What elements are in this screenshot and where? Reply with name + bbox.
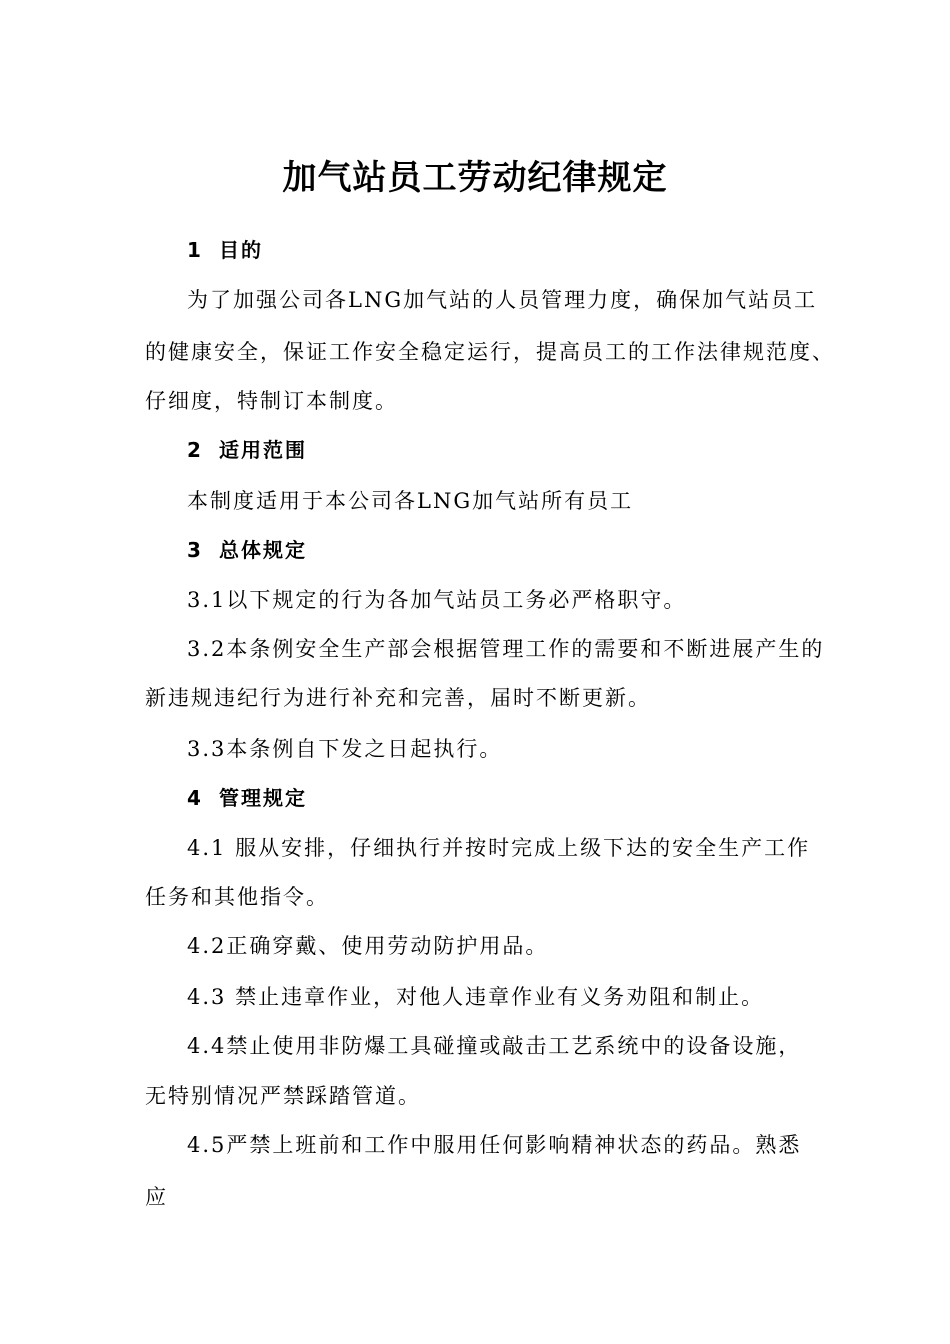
document-title: 加气站员工劳动纪律规定 [282, 158, 668, 198]
section-number: 2 [187, 438, 203, 462]
paragraph-line: 4.3 禁止违章作业，对他人违章作业有义务劝阻和制止。 [187, 985, 765, 1009]
paragraph-line: 4.4禁止使用非防爆工具碰撞或敲击工艺系统中的设备设施， [187, 1034, 802, 1058]
paragraph-line: 应 [145, 1185, 168, 1209]
paragraph-line: 3.3本条例自下发之日起执行。 [187, 737, 503, 761]
paragraph-line: 仔细度，特制订本制度。 [145, 389, 398, 413]
section-title: 目的 [219, 238, 263, 262]
section-heading-2 [187, 435, 307, 465]
paragraph-line: 4.2正确穿戴、使用劳动防护用品。 [187, 934, 549, 958]
paragraph-line: 任务和其他指令。 [145, 885, 329, 909]
section-heading-4 [187, 783, 307, 813]
section-title: 总体规定 [219, 538, 307, 562]
paragraph-line: 的健康安全，保证工作安全稳定运行，提高员工的工作法律规范度、 [145, 340, 835, 364]
paragraph-line: 新违规违纪行为进行补充和完善，届时不断更新。 [145, 686, 651, 710]
paragraph-line: 本制度适用于本公司各LNG加气站所有员工 [187, 489, 634, 513]
section-number: 3 [187, 538, 203, 562]
section-heading-1 [187, 235, 263, 265]
section-title: 适用范围 [219, 438, 307, 462]
paragraph-line: 3.2本条例安全生产部会根据管理工作的需要和不断进展产生的 [187, 637, 825, 661]
paragraph-line: 4.1 服从安排，仔细执行并按时完成上级下达的安全生产工作 [187, 836, 811, 860]
section-number: 4 [187, 786, 203, 810]
paragraph-line: 无特别情况严禁踩踏管道。 [145, 1084, 421, 1108]
section-heading-3 [187, 535, 307, 565]
paragraph-line: 4.5严禁上班前和工作中服用任何影响精神状态的药品。熟悉 [187, 1133, 802, 1157]
paragraph-line: 为了加强公司各LNG加气站的人员管理力度，确保加气站员工 [187, 288, 818, 312]
section-title: 管理规定 [219, 786, 307, 810]
paragraph-line: 3.1以下规定的行为各加气站员工务必严格职守。 [187, 588, 687, 612]
section-number: 1 [187, 238, 203, 262]
